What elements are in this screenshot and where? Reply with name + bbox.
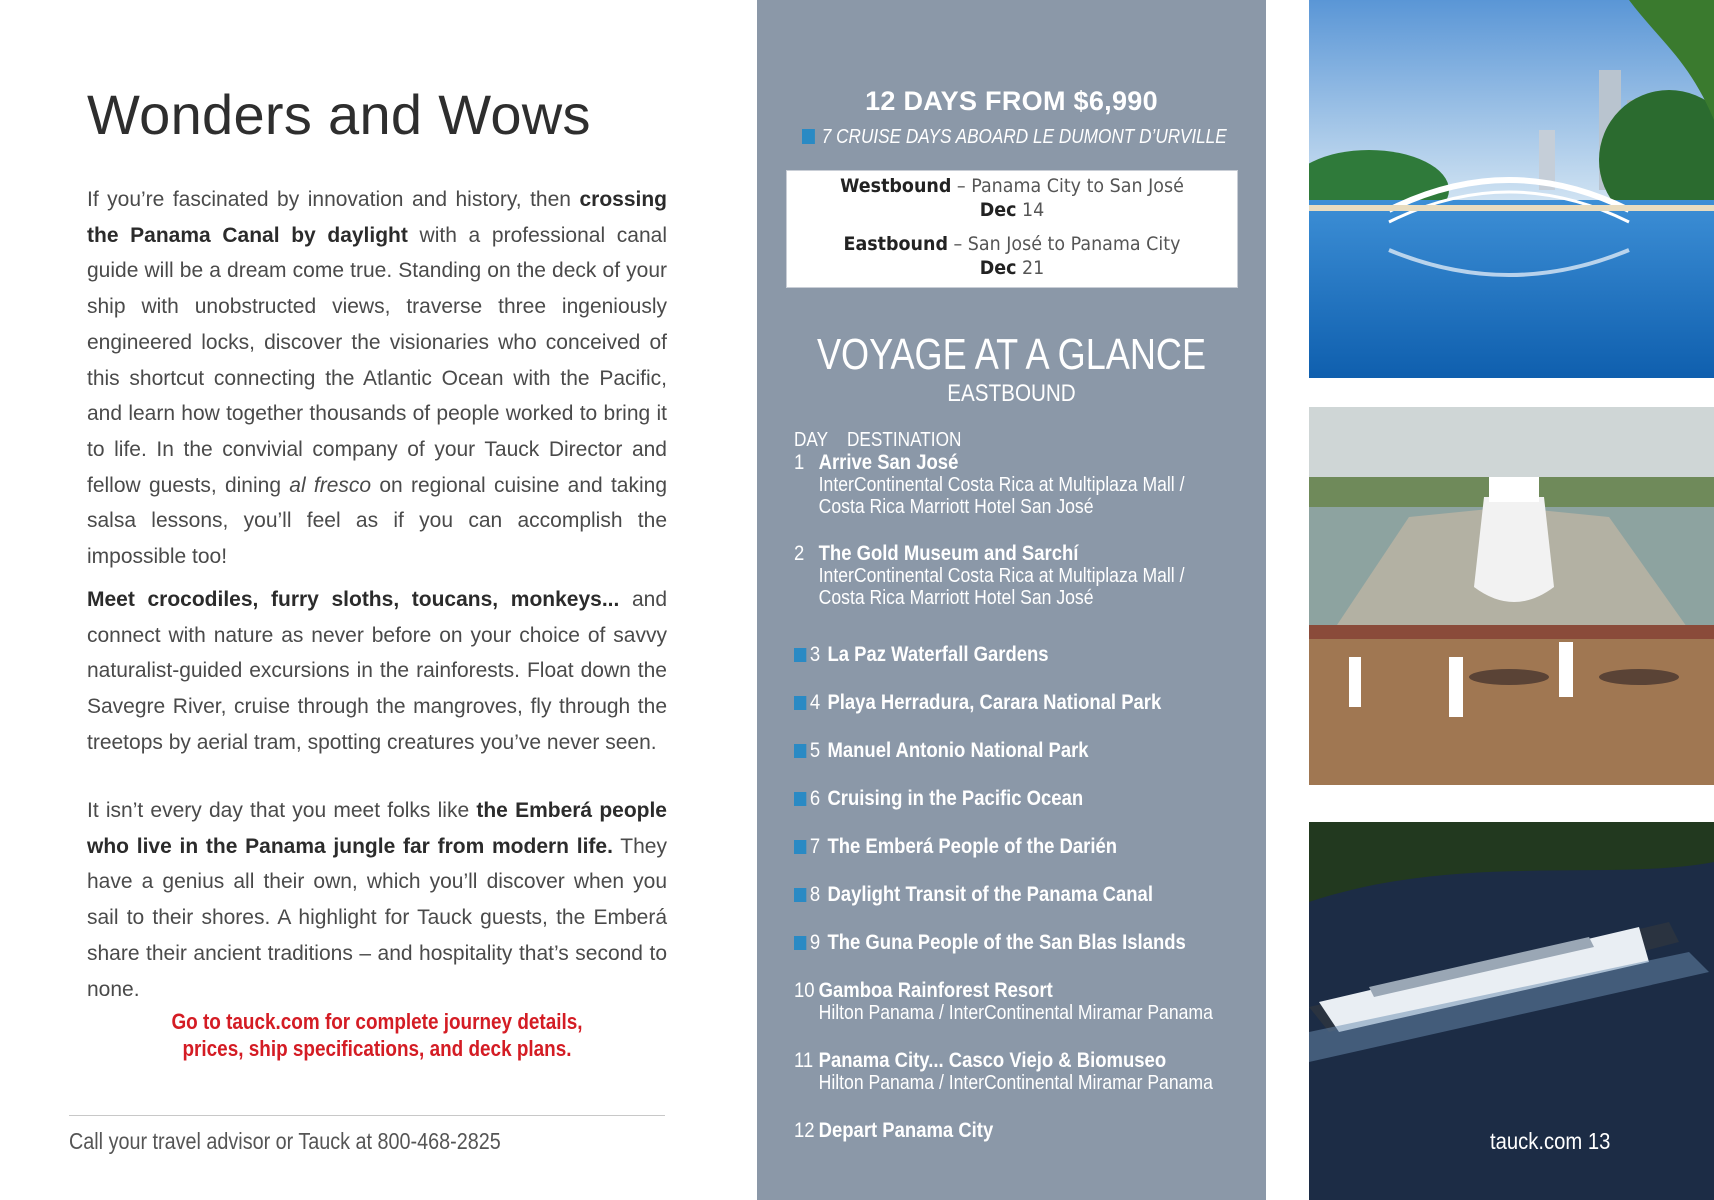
itinerary-day-row: [794, 692, 1181, 714]
cta-line-2[interactable]: prices, ship specifications, and deck plans.: [182, 1036, 572, 1061]
resort-pool-illustration: [1309, 0, 1714, 378]
cruise-day-square-icon: [794, 888, 806, 902]
day-destination: Depart Panama City: [818, 1119, 994, 1142]
eastbound-route: Eastbound – San José to Panama City: [843, 233, 1181, 255]
day-number: 5: [809, 739, 821, 762]
day-hotel: Costa Rica Marriott Hotel San José: [818, 587, 1094, 609]
itinerary-day-row: [794, 884, 1181, 906]
intro-paragraph: [87, 182, 667, 575]
itinerary-day-row: [794, 931, 1186, 954]
itinerary-day-row: [794, 451, 1185, 518]
paragraph-run: the Emberá people who live in the Panama jungle far from modern life.: [87, 799, 667, 858]
itinerary-day-row: [794, 644, 1181, 666]
itinerary-day-row: [794, 788, 1181, 810]
day-number: 10: [794, 979, 815, 1002]
day-destination: Playa Herradura, Carara National Park: [827, 691, 1162, 714]
itinerary-day-row: [794, 542, 1185, 609]
day-destination: Cruising in the Pacific Ocean: [827, 787, 1084, 810]
resort-pool-photo: [1309, 0, 1714, 378]
footer-divider: [69, 1115, 665, 1116]
cruise-days-note: [802, 126, 1227, 149]
day-hotel: Hilton Panama / InterContinental Miramar Panama: [818, 1002, 1213, 1024]
price-headline: 12 DAYS FROM $6,990: [865, 86, 1158, 116]
itinerary-day-row: [794, 836, 1181, 858]
day-number: 3: [809, 643, 821, 666]
day-destination: Arrive San José: [818, 451, 959, 474]
paragraph-run: and connect with nature as never before on your choice of savvy naturalist-guided excursions in the rainforests. Float down the Savegre River, cruise through the mangroves, fly through the treetops by aerial tram, spotting creatures you’ve never seen.: [87, 588, 668, 754]
day-number: 7: [809, 835, 821, 858]
itinerary-header: [794, 429, 961, 452]
cruise-day-square-icon: [794, 936, 806, 950]
day-number: 6: [809, 787, 821, 810]
page-title: Wonders and Wows: [87, 83, 591, 146]
day-destination: Panama City... Casco Viejo & Biomuseo: [818, 1049, 1167, 1072]
day-destination: Manuel Antonio National Park: [827, 739, 1089, 762]
itinerary-day-row: [794, 740, 1181, 762]
eastbound-date: Dec 21: [979, 257, 1045, 279]
paragraph-run: If you’re fascinated by innovation and history, then: [87, 188, 580, 211]
voyage-glance-title: VOYAGE AT A GLANCE: [816, 330, 1207, 379]
day-destination: Daylight Transit of the Panama Canal: [827, 883, 1153, 906]
day-hotel: Hilton Panama / InterContinental Miramar Panama: [818, 1072, 1213, 1094]
cruise-day-square-icon: [794, 840, 806, 854]
paragraph-run: with a professional canal guide will be a dream come true. Standing on the deck of your ship with unobstructed views, traverse three ingeniously engineered locks, discover the visionaries who conceived of this shortcut connecting the Atlantic Ocean with the Pacific, and learn how together thousands of people worked to bring it to life. In the convivial company of your Tauck Director and fellow guests, dining: [87, 223, 667, 497]
itinerary-day-row: [794, 979, 1213, 1024]
day-number: 1: [794, 451, 805, 474]
cta-line-1[interactable]: Go to tauck.com for complete journey details,: [171, 1009, 583, 1034]
paragraph-run: Meet crocodiles, furry sloths, toucans, monkeys...: [87, 588, 620, 611]
canal-lock-illustration: [1309, 407, 1714, 785]
paragraph-run: on regional cuisine and taking salsa lessons, you’ll feel as if you can accomplish the impossible too!: [87, 473, 667, 569]
day-destination: Gamboa Rainforest Resort: [818, 979, 1053, 1002]
cruise-days-text: 7 CRUISE DAYS ABOARD LE DUMONT D’URVILLE: [821, 126, 1227, 148]
canal-lock-photo: [1309, 407, 1714, 785]
day-destination: The Guna People of the San Blas Islands: [827, 931, 1186, 954]
paragraph-run: They have a genius all their own, which you’ll discover when you sail to their shores. A highlight for Tauck guests, the Emberá share their ancient traditions – and hospitality that’s second to none.: [87, 834, 667, 1001]
wildlife-paragraph: [87, 582, 667, 761]
westbound-route: Westbound – Panama City to San José: [840, 175, 1184, 197]
cruise-day-square-icon: [802, 129, 815, 144]
paragraph-run: crossing the Panama Canal by daylight: [87, 188, 667, 247]
cruise-day-square-icon: [794, 792, 806, 806]
day-hotel: InterContinental Costa Rica at Multiplaza Mall /: [818, 474, 1185, 496]
footer-contact: Call your travel advisor or Tauck at 800-468-2825: [69, 1128, 501, 1154]
day-destination: The Emberá People of the Darién: [827, 835, 1118, 858]
day-hotel: Costa Rica Marriott Hotel San José: [818, 496, 1094, 518]
cruise-day-square-icon: [794, 648, 806, 662]
westbound-date: Dec 14: [979, 199, 1045, 221]
day-column-header: DAY: [794, 429, 829, 451]
day-number: 4: [809, 691, 821, 714]
destination-column-header: DESTINATION: [847, 429, 962, 451]
day-destination: The Gold Museum and Sarchí: [818, 542, 1079, 565]
paragraph-run: al fresco: [289, 473, 372, 497]
day-number: 11: [794, 1049, 814, 1072]
voyage-direction: EASTBOUND: [947, 380, 1076, 407]
departure-dates-box: [786, 170, 1238, 288]
day-number: 12: [794, 1119, 815, 1142]
day-number: 8: [809, 883, 821, 906]
cruise-day-square-icon: [794, 696, 806, 710]
day-number: 2: [794, 542, 805, 565]
website-call-to-action[interactable]: [128, 1008, 627, 1062]
day-hotel: InterContinental Costa Rica at Multiplaza Mall /: [818, 565, 1185, 587]
itinerary-day-row: [794, 1049, 1213, 1094]
cruise-day-square-icon: [794, 744, 806, 758]
embera-paragraph: [87, 793, 667, 1007]
page-number[interactable]: tauck.com 13: [1490, 1128, 1611, 1154]
paragraph-run: It isn’t every day that you meet folks like: [87, 799, 477, 822]
day-number: 9: [809, 931, 821, 954]
itinerary-day-row: [794, 1120, 1181, 1142]
day-destination: La Paz Waterfall Gardens: [827, 643, 1049, 666]
